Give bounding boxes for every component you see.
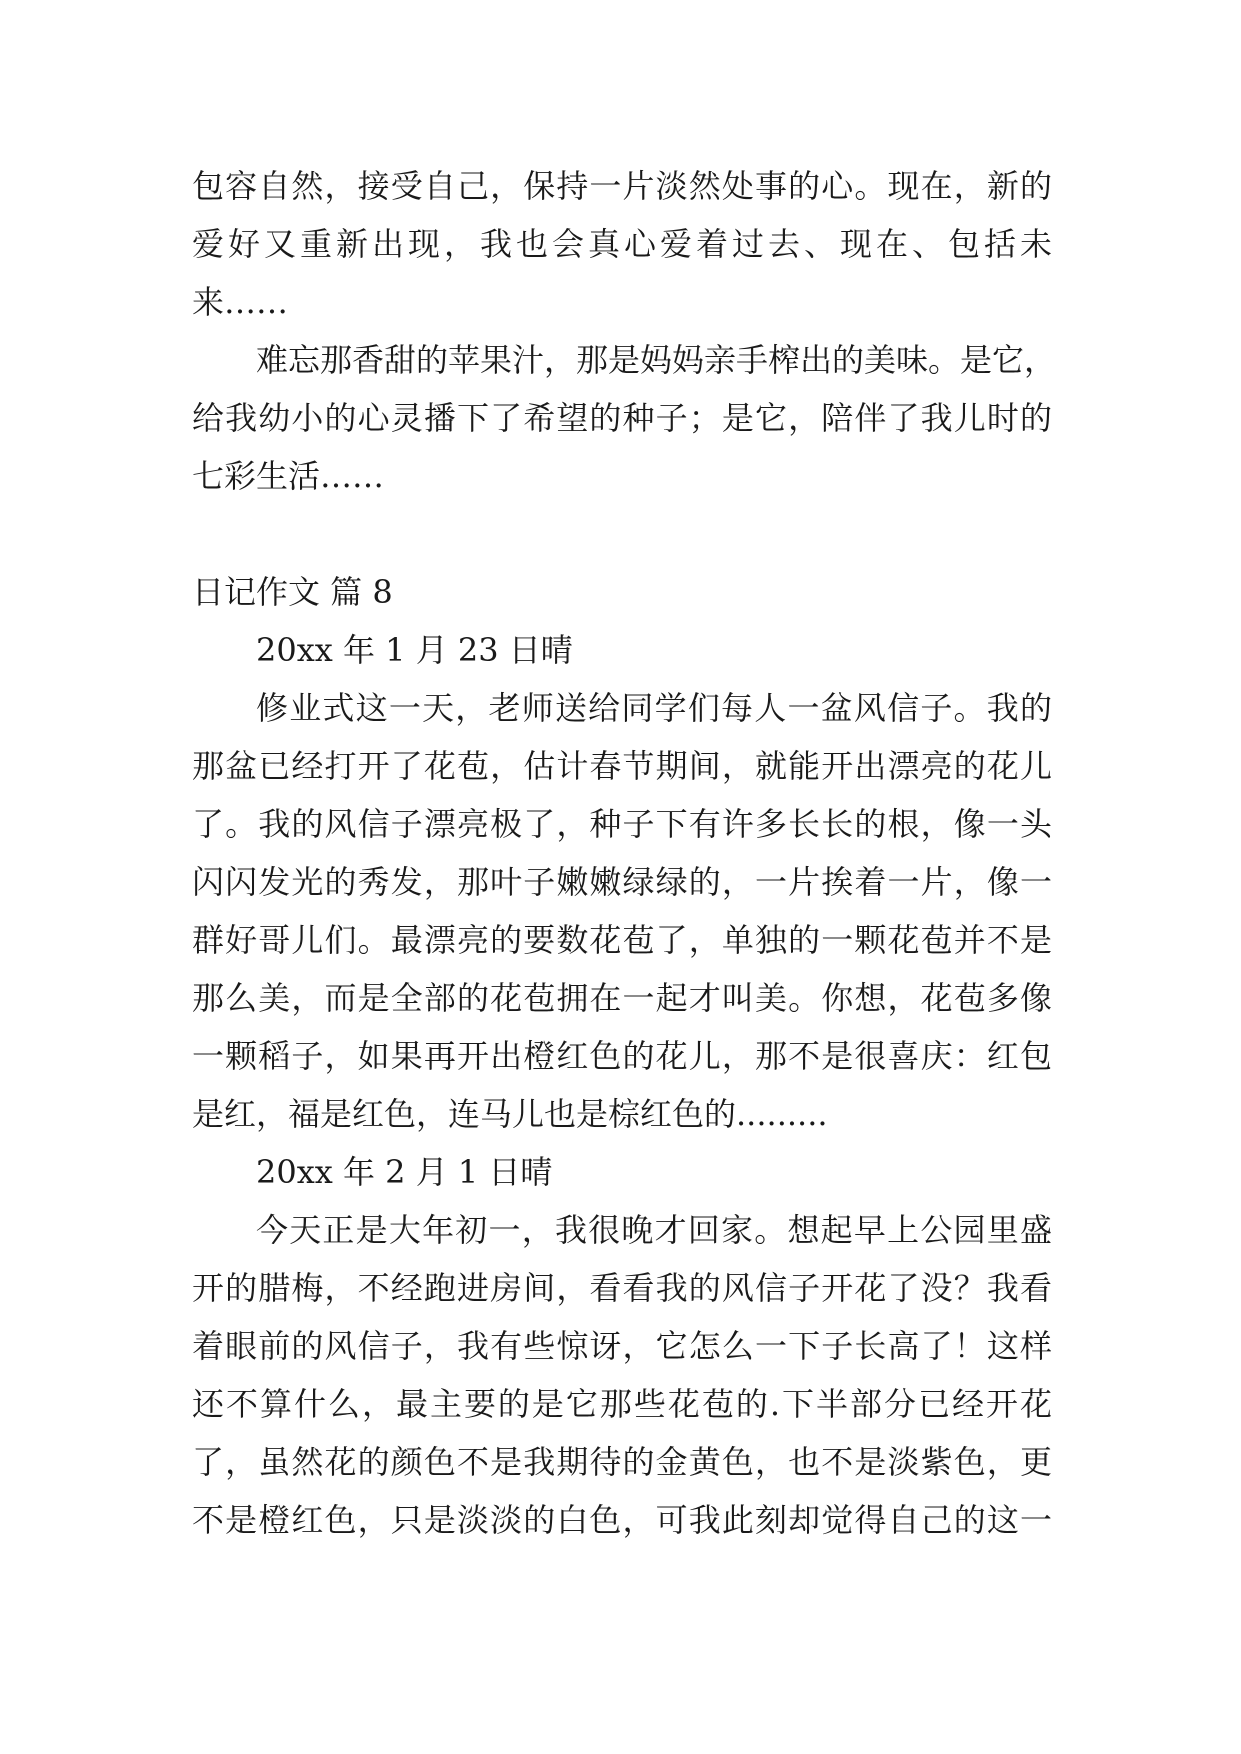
entry-2-line-1: 今天正是大年初一，我很晚才回家。想起早上公园里盛 [256,1211,1052,1249]
entry-1-line-5: 群好哥儿们。最漂亮的要数花苞了，单独的一颗花苞并不是 [192,921,1052,959]
entry-2-line-6: 不是橙红色，只是淡淡的白色，可我此刻却觉得自己的这一 [192,1501,1052,1539]
paragraph-1-line-1: 包容自然，接受自己，保持一片淡然处事的心。现在，新的 [192,167,1052,205]
paragraph-2-line-1: 难忘那香甜的苹果汁，那是妈妈亲手榨出的美味。是它， [256,341,1057,379]
paragraph-2-line-2: 给我幼小的心灵播下了希望的种子；是它，陪伴了我儿时的 [192,399,1052,437]
entry-1-line-2: 那盆已经打开了花苞，估计春节期间，就能开出漂亮的花儿 [192,747,1052,785]
paragraph-2-line-3: 七彩生活…… [192,457,385,495]
entry-1-date: 20xx 年 1 月 23 日晴 [256,631,573,669]
entry-2-line-4: 还不算什么，最主要的是它那些花苞的.下半部分已经开花 [192,1385,1052,1423]
entry-1-line-6: 那么美，而是全部的花苞拥在一起才叫美。你想，花苞多像 [192,979,1052,1017]
entry-1-line-7: 一颗稻子，如果再开出橙红色的花儿，那不是很喜庆：红包 [192,1037,1052,1075]
entry-2-line-5: 了，虽然花的颜色不是我期待的金黄色，也不是淡紫色，更 [192,1443,1052,1481]
paragraph-1-line-3: 来…… [192,283,289,321]
entry-2-date: 20xx 年 2 月 1 日晴 [256,1153,553,1191]
entry-2-line-3: 着眼前的风信子，我有些惊讶，它怎么一下子长高了！这样 [192,1327,1052,1365]
entry-1-line-4: 闪闪发光的秀发，那叶子嫩嫩绿绿的，一片挨着一片，像一 [192,863,1052,901]
section-heading: 日记作文 篇 8 [192,573,393,611]
entry-1-line-3: 了。我的风信子漂亮极了，种子下有许多长长的根，像一头 [192,805,1052,843]
entry-2-line-2: 开的腊梅，不经跑进房间，看看我的风信子开花了没？我看 [192,1269,1052,1307]
paragraph-1-line-2: 爱好又重新出现，我也会真心爱着过去、现在、包括未 [192,225,1052,263]
entry-1-line-1: 修业式这一天，老师送给同学们每人一盆风信子。我的 [256,689,1052,727]
entry-1-line-8: 是红，福是红色，连马儿也是棕红色的......... [192,1095,828,1133]
